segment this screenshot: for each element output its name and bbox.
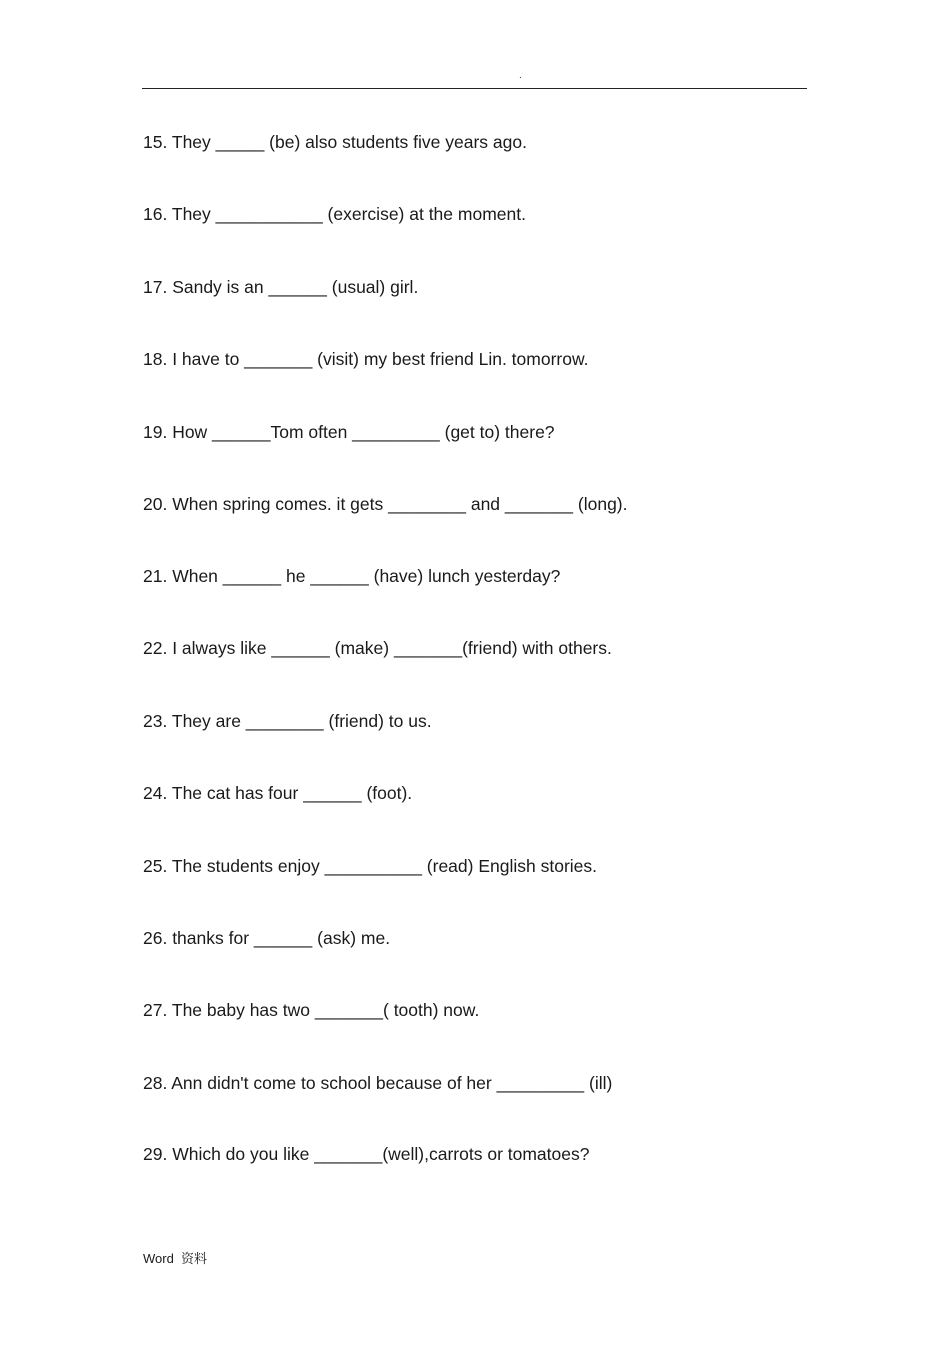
question-18: 18. I have to _______ (visit) my best friend Lin. tomorrow. (143, 349, 589, 369)
question-20: 20. When spring comes. it gets ________ and _______ (long). (143, 494, 628, 514)
question-19: 19. How ______Tom often _________ (get to) there? (143, 422, 555, 442)
question-26: 26. thanks for ______ (ask) me. (143, 928, 391, 948)
question-29: 29. Which do you like _______(well),carrots or tomatoes? (143, 1144, 590, 1164)
question-28: 28. Ann didn't come to school because of her _________ (ill) (143, 1073, 613, 1093)
question-21: 21. When ______ he ______ (have) lunch yesterday? (143, 566, 561, 586)
question-15: 15. They _____ (be) also students five years ago. (143, 132, 527, 152)
question-17: 17. Sandy is an ______ (usual) girl. (143, 277, 419, 297)
header-mark: . (519, 70, 522, 81)
question-22: 22. I always like ______ (make) _______(friend) with others. (143, 638, 612, 658)
question-16: 16. They ___________ (exercise) at the moment. (143, 204, 526, 224)
footer-label: Word 资料 (143, 1251, 208, 1266)
question-23: 23. They are ________ (friend) to us. (143, 711, 432, 731)
question-27: 27. The baby has two _______( tooth) now. (143, 1000, 480, 1020)
question-24: 24. The cat has four ______ (foot). (143, 783, 413, 803)
header-divider (142, 88, 807, 89)
question-25: 25. The students enjoy __________ (read) English stories. (143, 856, 598, 876)
